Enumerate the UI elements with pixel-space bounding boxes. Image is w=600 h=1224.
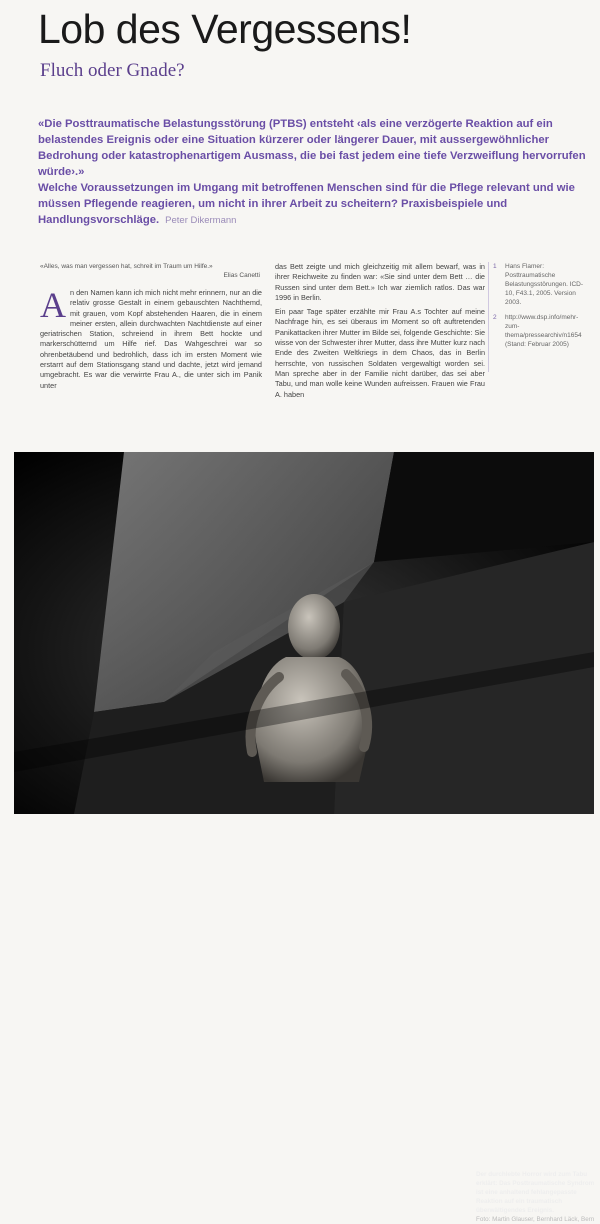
photo-caption [476, 1170, 600, 1224]
photo-credit: Foto: Martin Glauser, Bernhard Läck, Bern [476, 1216, 595, 1223]
footnote-text: Hans Flamer: Posttraumatische Belastungsstörungen. ICD-10, F43.1, 2005. Version 2003. [505, 263, 584, 306]
footnote-divider [488, 262, 489, 372]
article-lead [38, 116, 586, 229]
body-column-1 [40, 285, 262, 450]
footnote-number: 2 [493, 314, 497, 321]
photo-caption-text: Der durchlebte Horror wird zum Tabu erklärt: Das Posttraumatische Syndrom ist eine anhaltend fehlangepasste Reaktion auf ein traumatisch überwältigendes Ereignis. [476, 1171, 595, 1214]
epigraph-author: Elias Canetti [223, 272, 260, 279]
lead-author: Peter Dikermann [165, 215, 237, 226]
article-subtitle: Fluch oder Gnade? [40, 60, 185, 81]
footnotes [493, 262, 586, 355]
article-title: Lob des Vergessens! [38, 6, 412, 52]
epigraph-quote: «Alles, was man vergessen hat, schreit im Traum um Hilfe.» [40, 263, 213, 270]
epigraph [40, 262, 260, 280]
footnote [493, 262, 586, 307]
lead-question [38, 180, 586, 229]
footnote-number: 1 [493, 263, 497, 270]
article-photo [14, 452, 595, 1223]
footnote-text: http://www.dsp.info/mehr-zum-thema/pressearchiv/n1654 (Stand: Februar 2005) [505, 314, 582, 348]
drop-cap: A [40, 285, 66, 325]
body-column-1-text: n den Namen kann ich mich nicht mehr erinnern, nur an die relativ grosse Gestalt in einem gebauschten Nachthemd, mit grauen, vom Kopf abstehenden Haaren, die in einem meiner ersten, allein durchwachten Nachtdienste auf einer geriatrischen Station, schreiend in ihrem Bett hockte und markerschütternd um Hilfe rief. Das Wahgeschrei war so ohrenbetäubend und bedrohlich, dass ich im ersten Moment wie erstarrt auf dem Stationsgang stand und dachte, jetzt wird jemand umgebracht. Es war die verwirrte Frau A., die unter sich im Panik unter [40, 288, 262, 390]
footnote [493, 313, 586, 349]
body-column-2-paragraph: Ein paar Tage später erzählte mir Frau A.s Tochter auf meine Nachfrage hin, es sei überaus im Moment so oft auftretenden Panikattacken ihrer Mutter im Bilde sei, folgende Geschichte: Sie wisse von der Schwester ihrer Mutter, dass ihre Mutter kurz nach Ende des Zweiten Weltkriegs in dem Chaos, das in Berlin herrschte, von russischen Soldaten vergewaltigt worden sei. Man spreche aber in der Familie nicht darüber, das sei aber Tabu, und man wolle keine Wunden aufreissen. Frauen wie Frau A. haben [275, 307, 485, 399]
lead-question-text: Welche Voraussetzungen im Umgang mit betroffenen Menschen sind für die Pflege relevant und wie müssen Pflegende reagieren, um nicht in ihrer Arbeit zu scheitern? Praxisbeispiele und Handlungsvorschläge. [38, 182, 575, 226]
lead-quote: «Die Posttraumatische Belastungsstörung (PTBS) entsteht ‹als eine verzögerte Reaktion auf ein belastendes Ereignis oder eine Situation kürzerer oder längerer Dauer, mit aussergewöhnlicher Bedrohung oder katastrophenartigem Ausmass, die bei fast jedem eine tiefe Verzweiflung hervorrufen würde›.» [38, 118, 586, 178]
body-column-2-paragraph: das Bett zeigte und mich gleichzeitig mit allem bewarf, was in ihrer Reichweite zu finden war: «Sie sind unter dem Bett … die Russen sind unter dem Bett.» Ich war ziemlich ratlos. Das war 1996 in Berlin. [275, 262, 485, 302]
body-column-2 [275, 262, 485, 450]
photo-sculpture-artwork [14, 452, 594, 814]
